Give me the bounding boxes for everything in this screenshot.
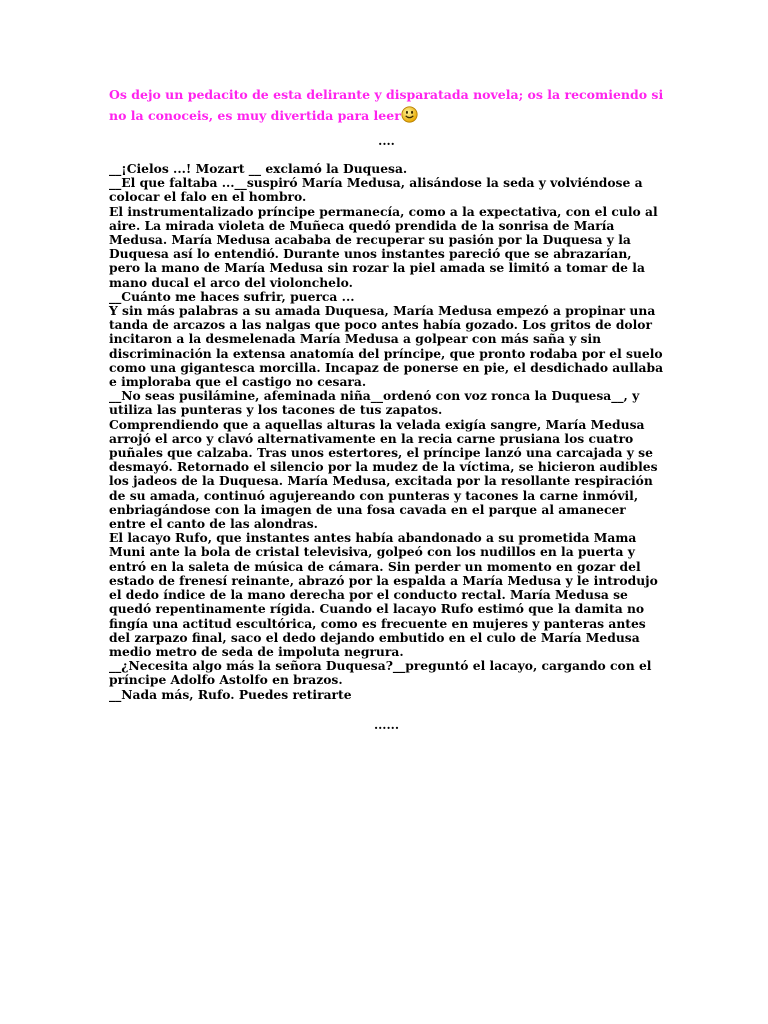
paragraph: __¿Necesita algo más la señora Duquesa?__preguntó el lacayo, cargando con el príncipe Adolfo Astolfo en brazos. — [109, 658, 652, 688]
paragraph: __Cuánto me haces sufrir, puerca ... — [109, 288, 355, 304]
paragraph: __¡Cielos ...! Mozart __ exclamó la Duquesa. — [109, 161, 408, 176]
intro-text — [109, 84, 664, 126]
paragraph: __El que faltaba ...__suspiró María Medusa, alisándose la seda y volviéndose a colocar el falo en el hombro. — [109, 175, 643, 205]
paragraph: __Nada más, Rufo. Puedes retirarte — [109, 686, 352, 702]
paragraph: El instrumentalizado príncipe permanecía, como a la expectativa, con el culo al aire. La mirada violeta de Muñeca quedó prendida de la sonrisa de María Medusa. María Medusa acababa de recuperar su pasión por la Duquesa y la Duquesa así lo entendió. Durante unos instantes pareció que se abrazarían, pero la mano de María Medusa sin rozar la piel amada se limitó a tomar de la mano ducal el arco del violonchelo. — [109, 203, 658, 290]
intro-message: Os dejo un pedacito de esta delirante y disparatada novela; os la recomiendo si no la conoceis, es muy divertida para leer — [109, 87, 664, 123]
story-excerpt — [109, 162, 664, 702]
paragraph: Comprendiendo que a aquellas alturas la velada exigía sangre, María Medusa arrojó el arco y clavó alternativamente en la recia carne prusiana los cuatro puñales que calzaba. Tras unos estertores, el príncipe lanzó una carcajada y se desmayó. Retornado el silencio por la mudez de la víctima, se hicieron audibles los jadeos de la Duquesa. María Medusa, excitada por la resollante respiración de su amada, continuó agujereando con punteras y tacones la carne inmóvil, enbriagándose con la imagen de una fosa cavada en el parque al amanecer entre el canto de las alondras. — [109, 416, 658, 532]
paragraph: __No seas pusilámine, afeminada niña__ordenó con voz ronca la Duquesa__, y utiliza las punteras y los tacones de tus zapatos. — [109, 388, 640, 418]
separator-bottom: ...... — [373, 717, 400, 732]
document-page — [109, 84, 664, 732]
smiley-icon — [401, 106, 418, 123]
paragraph: El lacayo Rufo, que instantes antes había abandonado a su prometida Mama Muni ante la bola de cristal televisiva, golpeó con los nudillos en la puerta y entró en la saleta de música de cámara. Sin perder un momento en gozar del estado de frenesí reinante, abrazó por la espalda a María Medusa y le introdujo el dedo índice de la mano derecha por el conducto rectal. María Medusa se quedó repentinamente rígida. Cuando el lacayo Rufo estimó que la damita no fingía una actitud escultórica, como es frecuente en mujeres y panteras antes del zarpazo final, saco el dedo dejando embutido en el culo de María Medusa medio metro de seda de impoluta negrura. — [109, 530, 658, 659]
paragraph: Y sin más palabras a su amada Duquesa, María Medusa empezó a propinar una tanda de arcazos a las nalgas que poco antes había gozado. Los gritos de dolor incitaron a la desmelenada María Medusa a golpear con más saña y sin discriminación la extensa anatomía del príncipe, que pronto rodaba por el suelo como una gigantesca morcilla. Incapaz de ponerse en pie, el desdichado aullaba e imploraba que el castigo no cesara. — [109, 303, 664, 390]
separator-top: .... — [378, 134, 395, 148]
